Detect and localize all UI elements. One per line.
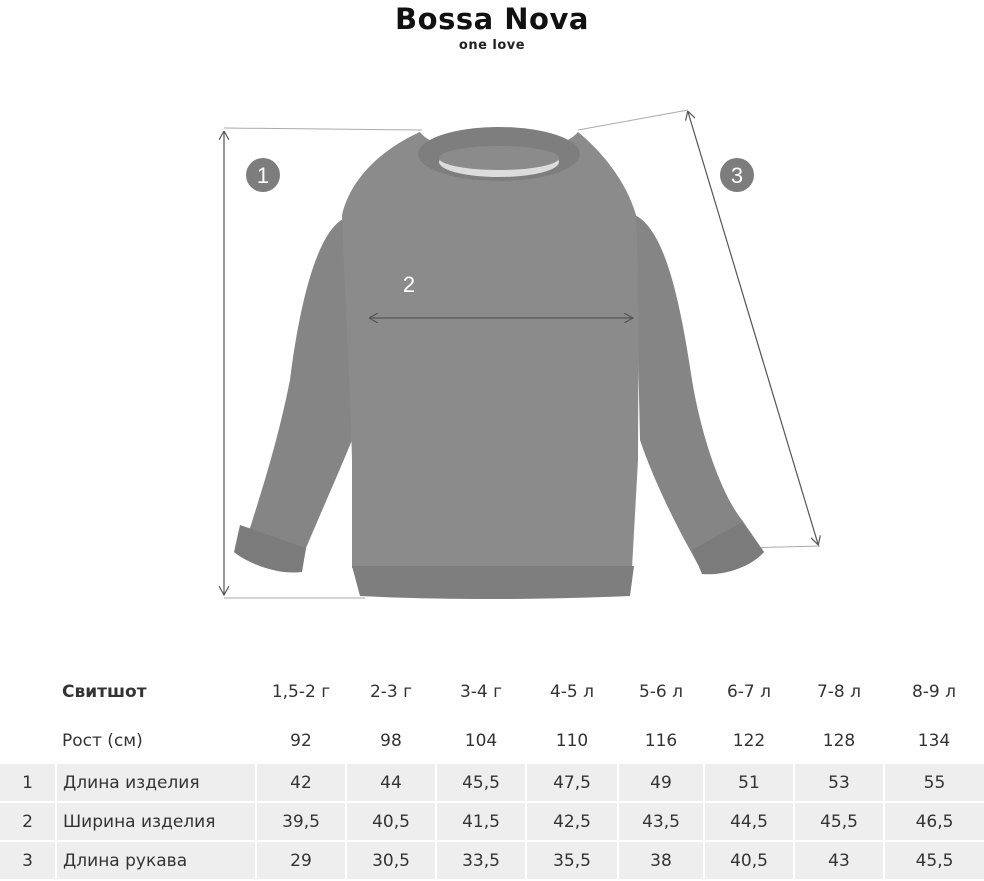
marker-3 <box>720 158 754 192</box>
table-row-sleeve <box>0 841 984 880</box>
sweatshirt-image <box>234 127 764 599</box>
value-cell: 45,5 <box>884 841 984 880</box>
value-cell: 98 <box>380 731 402 751</box>
svg-text:3: 3 <box>730 163 744 188</box>
value-cell: 46,5 <box>884 802 984 841</box>
svg-text:1: 1 <box>256 163 270 188</box>
height-row <box>0 712 984 764</box>
size-cell: 3-4 г <box>459 682 503 702</box>
guide-line-shoulder <box>578 110 688 130</box>
size-cell: 1,5-2 г <box>271 682 331 702</box>
table-title: Свитшот <box>62 682 147 702</box>
value-cell: 44 <box>346 764 436 802</box>
guide-line-top <box>224 128 422 130</box>
table-row-length <box>0 764 984 802</box>
value-cell: 43 <box>794 841 884 880</box>
brand-name: Bossa Nova <box>395 2 589 36</box>
value-cell: 35,5 <box>526 841 618 880</box>
table-row-width <box>0 802 984 841</box>
value-cell: 122 <box>732 731 766 751</box>
value-cell: 42 <box>256 764 346 802</box>
size-cell: 6-7 л <box>726 682 772 702</box>
value-cell: 45,5 <box>794 802 884 841</box>
value-cell: 55 <box>884 764 984 802</box>
value-cell: 29 <box>256 841 346 880</box>
height-label: Рост (см) <box>62 731 143 751</box>
value-cell: 43,5 <box>618 802 704 841</box>
value-cell: 134 <box>917 731 951 751</box>
value-cell: 42,5 <box>526 802 618 841</box>
size-cell: 2-3 г <box>369 682 413 702</box>
row-number: 1 <box>0 764 56 802</box>
value-cell: 41,5 <box>436 802 526 841</box>
row-label: Ширина изделия <box>56 802 256 841</box>
value-cell: 116 <box>644 731 678 751</box>
value-cell: 53 <box>794 764 884 802</box>
row-number: 3 <box>0 841 56 880</box>
value-cell: 128 <box>822 731 856 751</box>
size-header-row <box>0 672 984 712</box>
marker-1 <box>246 158 280 192</box>
brand-tagline: one love <box>458 38 526 53</box>
svg-text:2: 2 <box>402 272 416 297</box>
value-cell: 39,5 <box>256 802 346 841</box>
value-cell: 38 <box>618 841 704 880</box>
value-cell: 45,5 <box>436 764 526 802</box>
size-cell: 4-5 л <box>549 682 595 702</box>
size-cell: 7-8 л <box>816 682 862 702</box>
marker-2 <box>403 272 415 297</box>
value-cell: 47,5 <box>526 764 618 802</box>
size-cell: 5-6 л <box>638 682 684 702</box>
row-label: Длина изделия <box>56 764 256 802</box>
value-cell: 30,5 <box>346 841 436 880</box>
row-number: 2 <box>0 802 56 841</box>
value-cell: 51 <box>704 764 794 802</box>
value-cell: 110 <box>555 731 589 751</box>
value-cell: 40,5 <box>704 841 794 880</box>
row-label: Длина рукава <box>56 841 256 880</box>
value-cell: 92 <box>290 731 312 751</box>
value-cell: 44,5 <box>704 802 794 841</box>
value-cell: 104 <box>464 731 498 751</box>
size-cell: 8-9 л <box>911 682 957 702</box>
size-table <box>0 672 984 881</box>
value-cell: 40,5 <box>346 802 436 841</box>
value-cell: 49 <box>618 764 704 802</box>
value-cell: 33,5 <box>436 841 526 880</box>
